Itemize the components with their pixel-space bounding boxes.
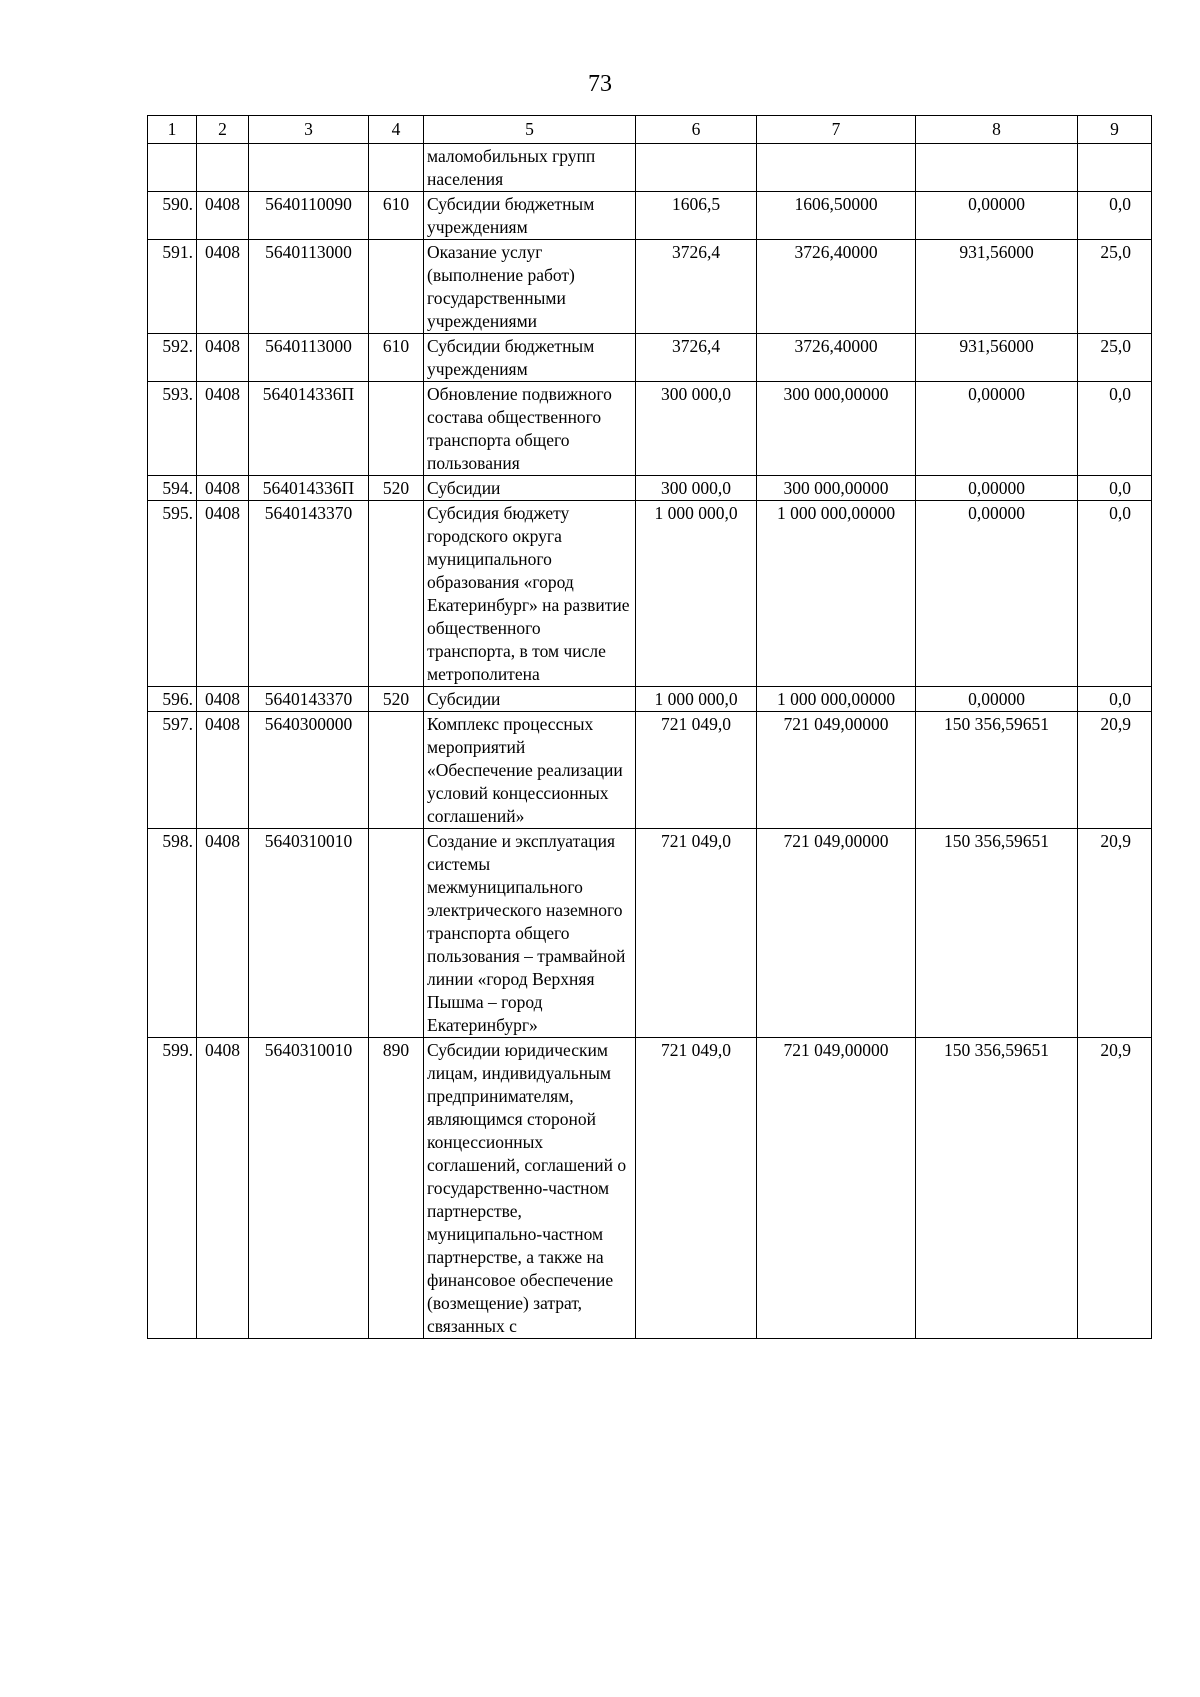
description-cell: Субсидии xyxy=(424,476,636,501)
target-article-cell xyxy=(249,144,369,192)
description-cell: Субсидии бюджетным учреждениям xyxy=(424,334,636,382)
row-number-cell: 593. xyxy=(148,382,197,476)
expense-type-cell: 520 xyxy=(369,476,424,501)
table-row xyxy=(148,382,1152,476)
table-row xyxy=(148,334,1152,382)
percent-cell: 20,9 xyxy=(1078,712,1152,829)
column-header-8: 8 xyxy=(916,116,1078,144)
description-cell: Субсидии xyxy=(424,687,636,712)
executed-value-cell: 150 356,59651 xyxy=(916,829,1078,1038)
section-code-cell: 0408 xyxy=(197,192,249,240)
column-header-5: 5 xyxy=(424,116,636,144)
target-article-cell: 5640113000 xyxy=(249,240,369,334)
section-code-cell: 0408 xyxy=(197,501,249,687)
row-number-cell: 598. xyxy=(148,829,197,1038)
executed-value-cell: 0,00000 xyxy=(916,382,1078,476)
executed-value-cell xyxy=(916,144,1078,192)
expense-type-cell xyxy=(369,501,424,687)
table-row xyxy=(148,687,1152,712)
section-code-cell: 0408 xyxy=(197,334,249,382)
expense-type-cell: 610 xyxy=(369,334,424,382)
approved-value-cell: 721 049,00000 xyxy=(757,829,916,1038)
table-row xyxy=(148,192,1152,240)
target-article-cell: 5640110090 xyxy=(249,192,369,240)
section-code-cell: 0408 xyxy=(197,382,249,476)
row-number-cell: 599. xyxy=(148,1038,197,1339)
plan-value-cell: 721 049,0 xyxy=(636,712,757,829)
approved-value-cell: 721 049,00000 xyxy=(757,712,916,829)
percent-cell: 0,0 xyxy=(1078,192,1152,240)
executed-value-cell: 150 356,59651 xyxy=(916,712,1078,829)
expense-type-cell: 520 xyxy=(369,687,424,712)
section-code-cell: 0408 xyxy=(197,687,249,712)
percent-cell: 25,0 xyxy=(1078,240,1152,334)
expense-type-cell xyxy=(369,829,424,1038)
description-cell: Обновление подвижного состава общественного транспорта общего пользования xyxy=(424,382,636,476)
percent-cell: 0,0 xyxy=(1078,382,1152,476)
budget-table xyxy=(147,115,1152,1339)
row-number-cell: 590. xyxy=(148,192,197,240)
table-row xyxy=(148,829,1152,1038)
approved-value-cell xyxy=(757,144,916,192)
approved-value-cell: 721 049,00000 xyxy=(757,1038,916,1339)
row-number-cell: 591. xyxy=(148,240,197,334)
expense-type-cell xyxy=(369,144,424,192)
expense-type-cell xyxy=(369,382,424,476)
row-number-cell: 597. xyxy=(148,712,197,829)
expense-type-cell xyxy=(369,712,424,829)
column-header-6: 6 xyxy=(636,116,757,144)
approved-value-cell: 300 000,00000 xyxy=(757,382,916,476)
approved-value-cell: 1 000 000,00000 xyxy=(757,501,916,687)
description-cell: Комплекс процессных мероприятий «Обеспечение реализации условий концессионных соглашений» xyxy=(424,712,636,829)
approved-value-cell: 1606,50000 xyxy=(757,192,916,240)
executed-value-cell: 0,00000 xyxy=(916,501,1078,687)
target-article-cell: 564014336П xyxy=(249,382,369,476)
executed-value-cell: 0,00000 xyxy=(916,476,1078,501)
section-code-cell: 0408 xyxy=(197,829,249,1038)
section-code-cell: 0408 xyxy=(197,1038,249,1339)
plan-value-cell: 721 049,0 xyxy=(636,829,757,1038)
description-cell: Оказание услуг (выполнение работ) государственными учреждениями xyxy=(424,240,636,334)
expense-type-cell: 890 xyxy=(369,1038,424,1339)
section-code-cell: 0408 xyxy=(197,476,249,501)
target-article-cell: 564014336П xyxy=(249,476,369,501)
target-article-cell: 5640300000 xyxy=(249,712,369,829)
executed-value-cell: 150 356,59651 xyxy=(916,1038,1078,1339)
column-header-1: 1 xyxy=(148,116,197,144)
row-number-cell xyxy=(148,144,197,192)
section-code-cell: 0408 xyxy=(197,712,249,829)
target-article-cell: 5640310010 xyxy=(249,1038,369,1339)
column-header-7: 7 xyxy=(757,116,916,144)
description-cell: Субсидии юридическим лицам, индивидуальным предпринимателям, являющимся стороной концессионных соглашений, соглашений о государственно-частном партнерстве, муниципально-частном партнерстве, а также на финансовое обеспечение (возмещение) затрат, связанных с xyxy=(424,1038,636,1339)
approved-value-cell: 1 000 000,00000 xyxy=(757,687,916,712)
column-header-3: 3 xyxy=(249,116,369,144)
description-cell: Субсидия бюджету городского округа муниципального образования «город Екатеринбург» на развитие общественного транспорта, в том числе метрополитена xyxy=(424,501,636,687)
plan-value-cell: 3726,4 xyxy=(636,334,757,382)
description-cell: маломобильных групп населения xyxy=(424,144,636,192)
table-row xyxy=(148,712,1152,829)
table-row xyxy=(148,476,1152,501)
table-body xyxy=(148,144,1152,1339)
section-code-cell: 0408 xyxy=(197,240,249,334)
description-cell: Создание и эксплуатация системы межмуниципального электрического наземного транспорта общего пользования – трамвайной линии «город Верхняя Пышма – город Екатеринбург» xyxy=(424,829,636,1038)
table-row xyxy=(148,240,1152,334)
percent-cell: 20,9 xyxy=(1078,1038,1152,1339)
plan-value-cell: 300 000,0 xyxy=(636,476,757,501)
target-article-cell: 5640143370 xyxy=(249,687,369,712)
target-article-cell: 5640143370 xyxy=(249,501,369,687)
plan-value-cell: 300 000,0 xyxy=(636,382,757,476)
percent-cell: 25,0 xyxy=(1078,334,1152,382)
plan-value-cell: 1 000 000,0 xyxy=(636,501,757,687)
column-header-9: 9 xyxy=(1078,116,1152,144)
plan-value-cell xyxy=(636,144,757,192)
target-article-cell: 5640310010 xyxy=(249,829,369,1038)
percent-cell: 0,0 xyxy=(1078,687,1152,712)
approved-value-cell: 3726,40000 xyxy=(757,334,916,382)
approved-value-cell: 3726,40000 xyxy=(757,240,916,334)
row-number-cell: 595. xyxy=(148,501,197,687)
percent-cell xyxy=(1078,144,1152,192)
row-number-cell: 592. xyxy=(148,334,197,382)
expense-type-cell: 610 xyxy=(369,192,424,240)
row-number-cell: 596. xyxy=(148,687,197,712)
table-row xyxy=(148,501,1152,687)
header-row xyxy=(148,116,1152,144)
table-row xyxy=(148,1038,1152,1339)
executed-value-cell: 931,56000 xyxy=(916,334,1078,382)
plan-value-cell: 721 049,0 xyxy=(636,1038,757,1339)
percent-cell: 20,9 xyxy=(1078,829,1152,1038)
plan-value-cell: 1 000 000,0 xyxy=(636,687,757,712)
row-number-cell: 594. xyxy=(148,476,197,501)
page-number: 73 xyxy=(588,71,612,97)
target-article-cell: 5640113000 xyxy=(249,334,369,382)
plan-value-cell: 1606,5 xyxy=(636,192,757,240)
column-header-2: 2 xyxy=(197,116,249,144)
executed-value-cell: 0,00000 xyxy=(916,687,1078,712)
column-header-4: 4 xyxy=(369,116,424,144)
approved-value-cell: 300 000,00000 xyxy=(757,476,916,501)
section-code-cell xyxy=(197,144,249,192)
percent-cell: 0,0 xyxy=(1078,476,1152,501)
executed-value-cell: 0,00000 xyxy=(916,192,1078,240)
table-row xyxy=(148,144,1152,192)
executed-value-cell: 931,56000 xyxy=(916,240,1078,334)
plan-value-cell: 3726,4 xyxy=(636,240,757,334)
percent-cell: 0,0 xyxy=(1078,501,1152,687)
expense-type-cell xyxy=(369,240,424,334)
description-cell: Субсидии бюджетным учреждениям xyxy=(424,192,636,240)
